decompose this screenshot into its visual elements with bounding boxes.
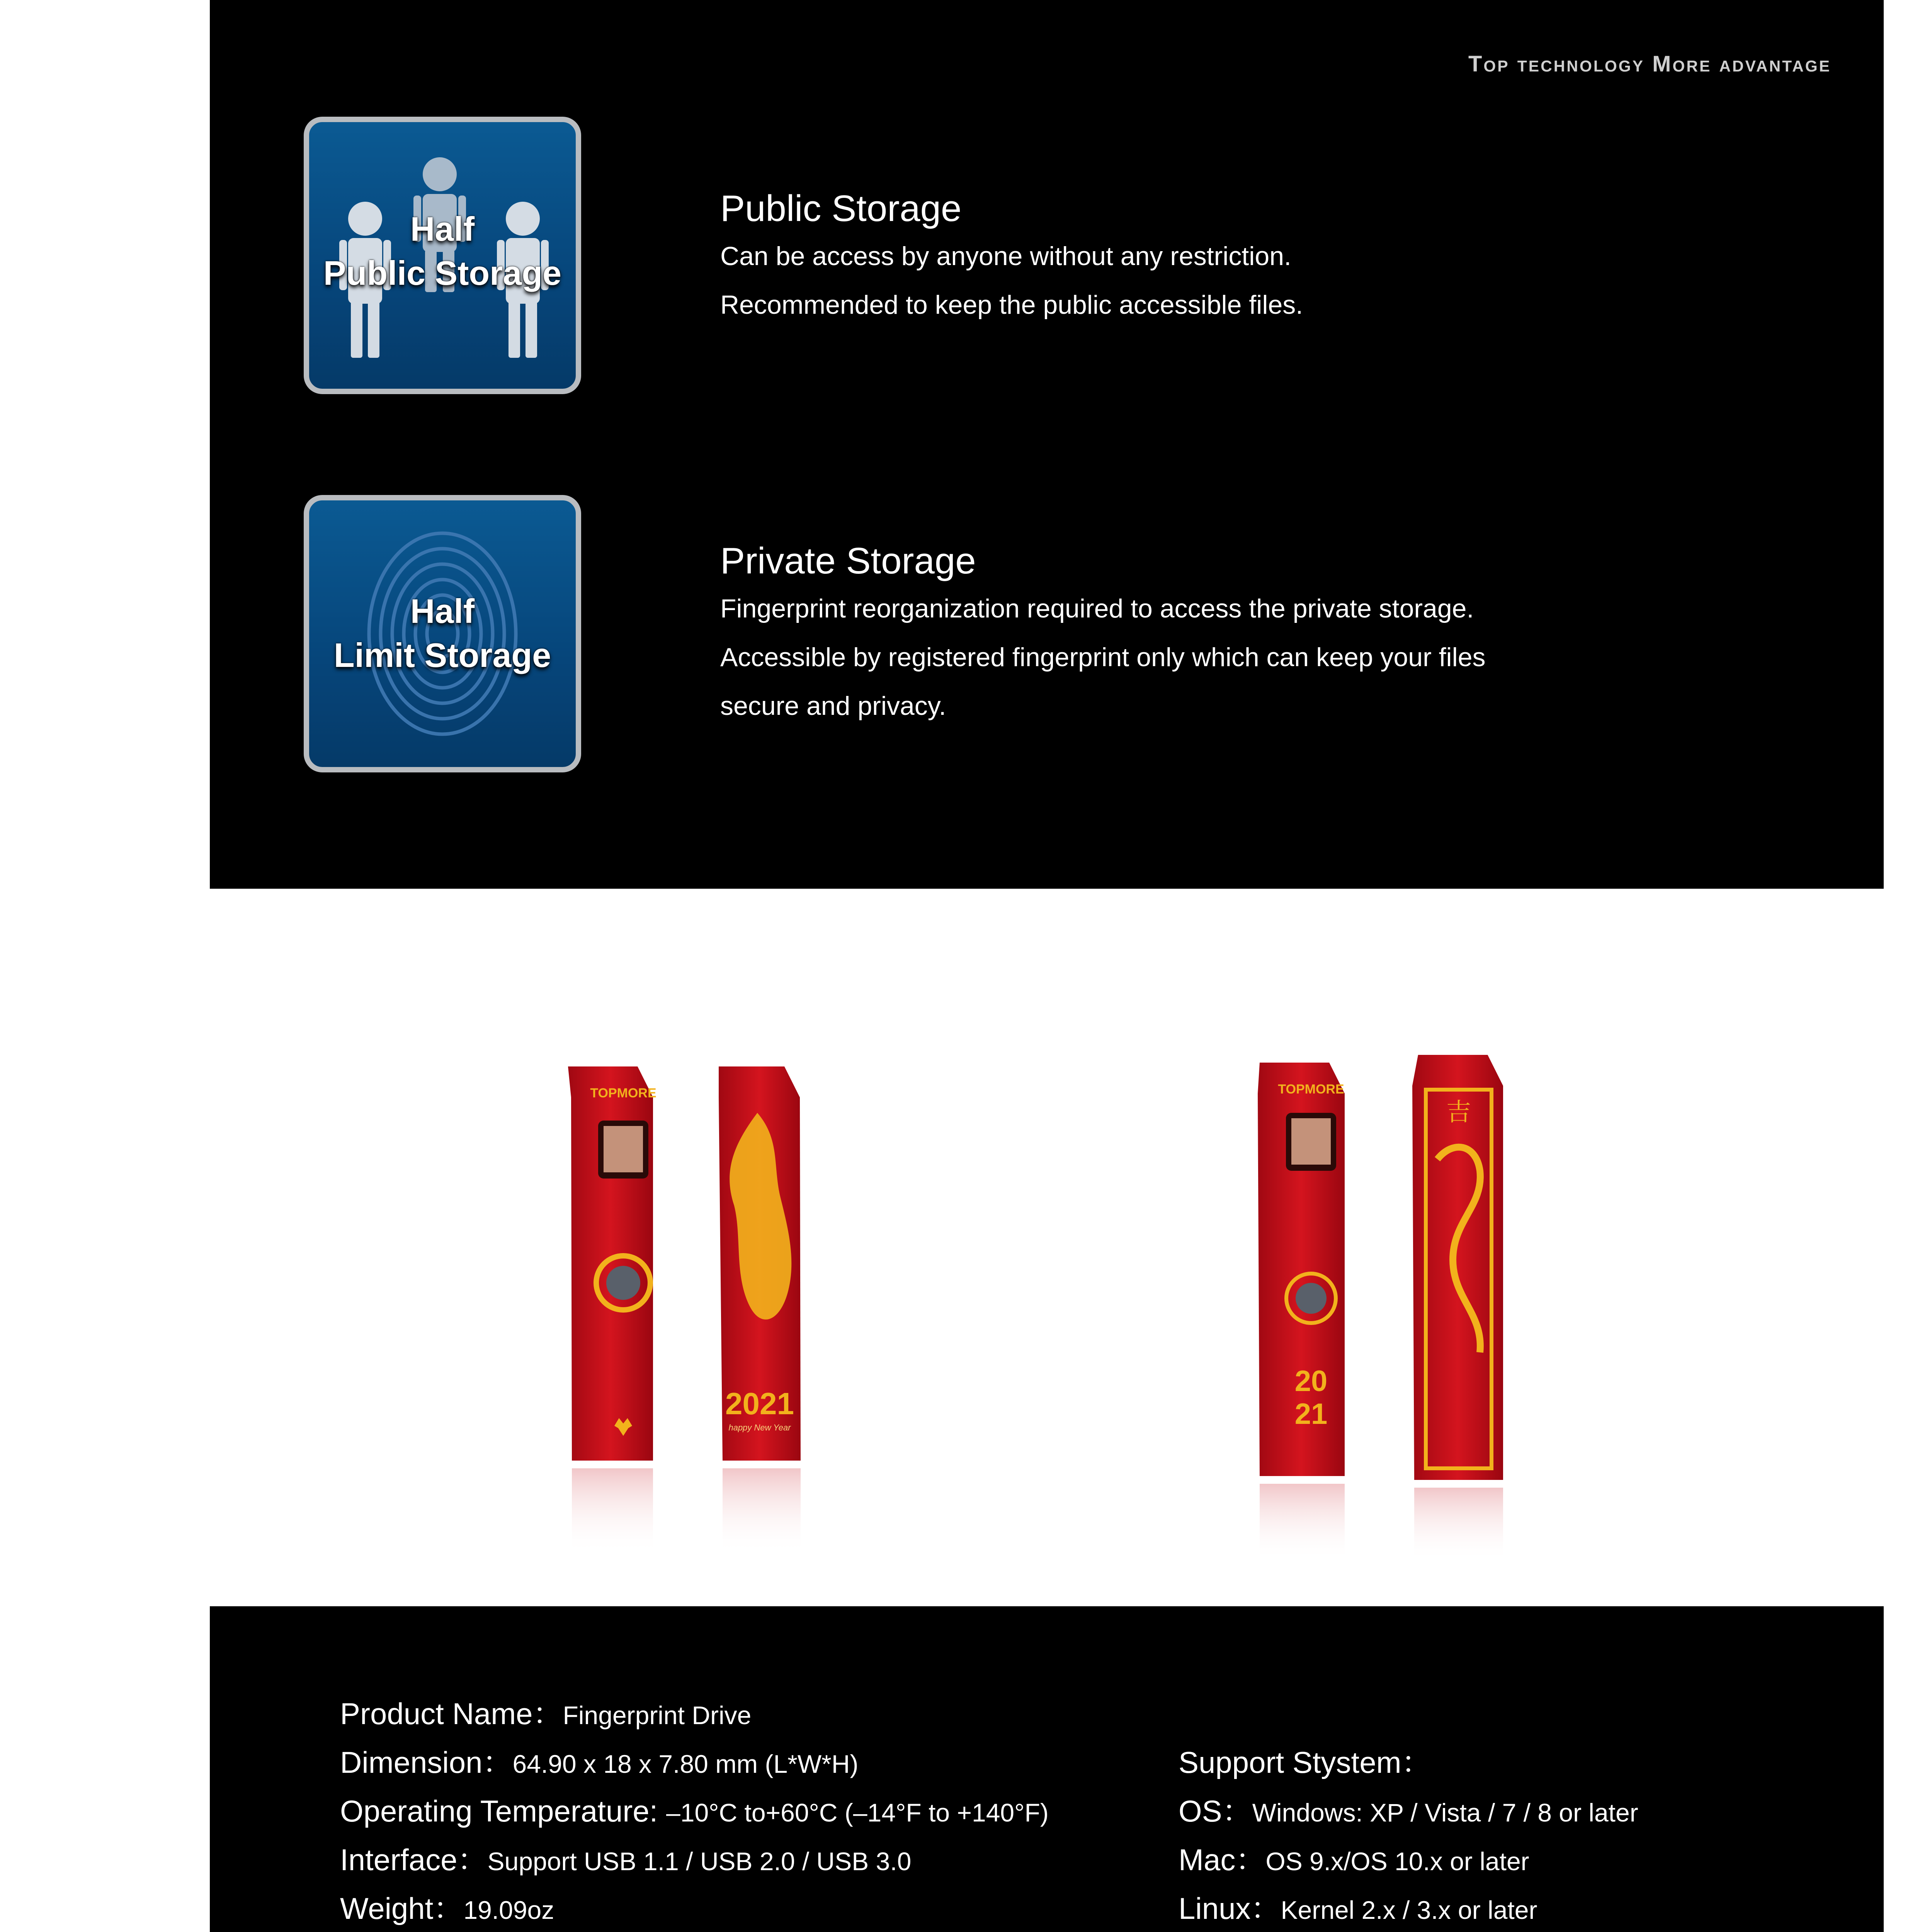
public-storage-tile	[304, 117, 581, 394]
public-storage-line: Can be access by anyone without any restriction.	[720, 242, 1291, 271]
private-storage-tile	[304, 495, 581, 772]
spec-value: OS 9.x/OS 10.x or later	[1265, 1847, 1529, 1876]
spec-row	[340, 1738, 1049, 1787]
brand-logo: TOPMORE	[590, 1086, 656, 1100]
spec-row	[340, 1787, 1049, 1835]
spec-row	[340, 1689, 1049, 1738]
spec-label: OS：	[1179, 1794, 1252, 1828]
public-tile-label	[309, 207, 576, 295]
private-storage-line: secure and privacy.	[720, 691, 946, 721]
spec-row	[1179, 1835, 1739, 1884]
spec-label: Weight：	[340, 1891, 464, 1925]
spec-value: Kernel 2.x / 3.x or later	[1281, 1896, 1537, 1924]
spec-label: Dimension：	[340, 1745, 513, 1779]
private-storage-section	[720, 538, 1486, 730]
spec-row	[1179, 1787, 1739, 1835]
spec-row	[340, 1884, 1049, 1932]
drive-front	[568, 1066, 653, 1553]
product-pair-left	[541, 1043, 850, 1565]
product-pair-right	[1236, 1043, 1546, 1565]
private-tile-label	[309, 589, 576, 677]
private-tile-line1: Half	[410, 592, 475, 630]
private-storage-line: Accessible by registered fingerprint only which can keep your files	[720, 643, 1486, 672]
spec-value: 19.09oz	[463, 1896, 554, 1924]
brand-tagline: Top technology More advantage	[1468, 51, 1831, 77]
spec-value: Support USB 1.1 / USB 2.0 / USB 3.0	[487, 1847, 912, 1876]
spec-label: Product Name：	[340, 1697, 563, 1731]
spec-label: Mac：	[1179, 1843, 1266, 1877]
spec-value: Windows: XP / Vista / 7 / 8 or later	[1252, 1798, 1638, 1827]
spec-row	[1179, 1884, 1739, 1932]
drive-back-2	[1412, 1055, 1503, 1561]
greeting-label: happy New Year	[728, 1423, 791, 1432]
private-tile-line2: Limit Storage	[333, 636, 551, 674]
spec-label: Linux：	[1179, 1891, 1281, 1925]
spec-value: Fingerprint Drive	[563, 1701, 752, 1730]
public-tile-line1: Half	[410, 210, 475, 248]
spec-row	[1179, 1738, 1739, 1787]
private-storage-title: Private Storage	[720, 540, 976, 582]
specs-right-column	[1179, 1738, 1739, 1932]
public-tile-line2: Public Storage	[323, 254, 562, 292]
lucky-character: 吉	[1446, 1098, 1471, 1127]
spec-label: Interface：	[340, 1843, 488, 1877]
year-label: 2021	[725, 1386, 794, 1421]
private-storage-line: Fingerprint reorganization required to access the private storage.	[720, 594, 1474, 623]
spec-row	[340, 1835, 1049, 1884]
spec-value: 64.90 x 18 x 7.80 mm (L*W*H)	[512, 1750, 859, 1778]
brand-logo: TOPMORE	[1278, 1082, 1344, 1097]
spec-label: Support Stystem：	[1179, 1745, 1432, 1779]
spec-value: –10°C to+60°C (–14°F to +140°F)	[666, 1798, 1049, 1827]
spec-label: Operating Temperature:	[340, 1794, 667, 1828]
drive-back	[719, 1066, 801, 1553]
year-bottom: 21	[1294, 1398, 1328, 1430]
specs-left-column	[340, 1689, 1049, 1932]
public-storage-title: Public Storage	[720, 188, 962, 229]
year-top: 20	[1294, 1365, 1328, 1398]
public-storage-section	[720, 185, 1303, 329]
drive-front-2	[1258, 1063, 1345, 1561]
public-storage-line: Recommended to keep the public accessible files.	[720, 290, 1303, 320]
